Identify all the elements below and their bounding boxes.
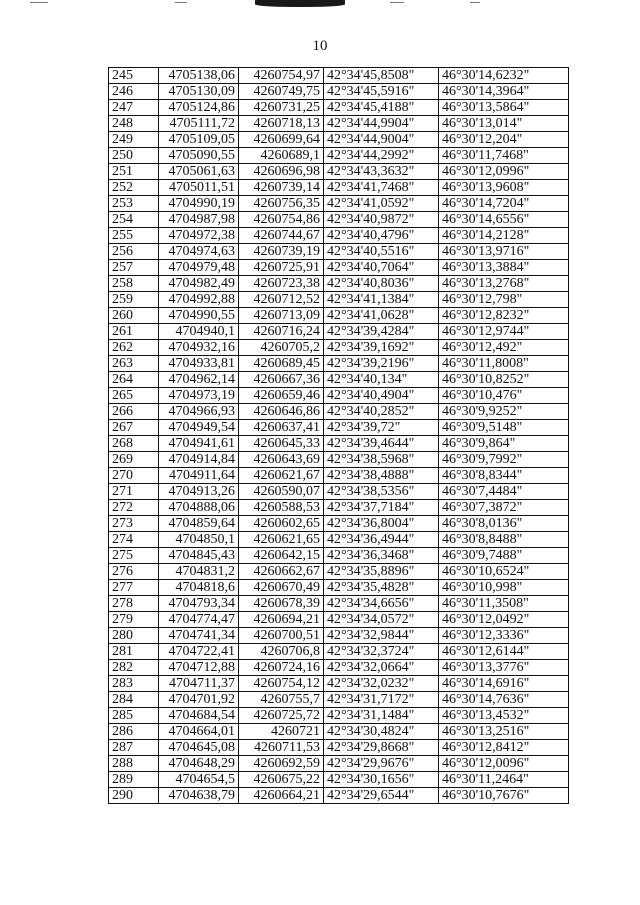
- x-coordinate-cell: 4705061,63: [159, 164, 239, 180]
- point-number-cell: 283: [109, 676, 159, 692]
- latitude-cell: 42°34'39,72": [324, 420, 439, 436]
- x-coordinate-cell: 4704962,14: [159, 372, 239, 388]
- coordinates-table-body: [109, 68, 569, 804]
- point-number-cell: 258: [109, 276, 159, 292]
- longitude-cell: 46°30'14,3964": [439, 84, 569, 100]
- latitude-cell: 42°34'41,7468": [324, 180, 439, 196]
- y-coordinate-cell: 4260721: [239, 724, 324, 740]
- latitude-cell: 42°34'41,0628": [324, 308, 439, 324]
- y-coordinate-cell: 4260590,07: [239, 484, 324, 500]
- point-number-cell: 262: [109, 340, 159, 356]
- y-coordinate-cell: 4260711,53: [239, 740, 324, 756]
- latitude-cell: 42°34'36,8004": [324, 516, 439, 532]
- table-row: [109, 612, 569, 628]
- y-coordinate-cell: 4260754,86: [239, 212, 324, 228]
- y-coordinate-cell: 4260659,46: [239, 388, 324, 404]
- latitude-cell: 42°34'30,4824": [324, 724, 439, 740]
- longitude-cell: 46°30'13,9608": [439, 180, 569, 196]
- x-coordinate-cell: 4704888,06: [159, 500, 239, 516]
- point-number-cell: 274: [109, 532, 159, 548]
- x-coordinate-cell: 4705111,72: [159, 116, 239, 132]
- y-coordinate-cell: 4260724,16: [239, 660, 324, 676]
- table-row: [109, 276, 569, 292]
- longitude-cell: 46°30'13,5864": [439, 100, 569, 116]
- table-row: [109, 452, 569, 468]
- point-number-cell: 277: [109, 580, 159, 596]
- table-row: [109, 436, 569, 452]
- latitude-cell: 42°34'37,7184": [324, 500, 439, 516]
- point-number-cell: 259: [109, 292, 159, 308]
- latitude-cell: 42°34'40,4904": [324, 388, 439, 404]
- x-coordinate-cell: 4704914,84: [159, 452, 239, 468]
- longitude-cell: 46°30'8,0136": [439, 516, 569, 532]
- table-row: [109, 228, 569, 244]
- point-number-cell: 266: [109, 404, 159, 420]
- longitude-cell: 46°30'13,9716": [439, 244, 569, 260]
- x-coordinate-cell: 4704712,88: [159, 660, 239, 676]
- table-row: [109, 148, 569, 164]
- page-number: 10: [312, 38, 328, 54]
- table-row: [109, 260, 569, 276]
- point-number-cell: 257: [109, 260, 159, 276]
- latitude-cell: 42°34'30,1656": [324, 772, 439, 788]
- table-row: [109, 356, 569, 372]
- point-number-cell: 290: [109, 788, 159, 804]
- x-coordinate-cell: 4704664,01: [159, 724, 239, 740]
- point-number-cell: 280: [109, 628, 159, 644]
- table-row: [109, 292, 569, 308]
- x-coordinate-cell: 4704974,63: [159, 244, 239, 260]
- longitude-cell: 46°30'14,6556": [439, 212, 569, 228]
- longitude-cell: 46°30'12,6144": [439, 644, 569, 660]
- y-coordinate-cell: 4260749,75: [239, 84, 324, 100]
- x-coordinate-cell: 4704793,34: [159, 596, 239, 612]
- scan-artifact-dash: [30, 2, 48, 3]
- longitude-cell: 46°30'12,798": [439, 292, 569, 308]
- longitude-cell: 46°30'12,0096": [439, 756, 569, 772]
- longitude-cell: 46°30'13,3884": [439, 260, 569, 276]
- longitude-cell: 46°30'9,864": [439, 436, 569, 452]
- x-coordinate-cell: 4704850,1: [159, 532, 239, 548]
- x-coordinate-cell: 4704949,54: [159, 420, 239, 436]
- y-coordinate-cell: 4260621,65: [239, 532, 324, 548]
- x-coordinate-cell: 4704979,48: [159, 260, 239, 276]
- table-row: [109, 596, 569, 612]
- longitude-cell: 46°30'11,2464": [439, 772, 569, 788]
- x-coordinate-cell: 4704741,34: [159, 628, 239, 644]
- y-coordinate-cell: 4260646,86: [239, 404, 324, 420]
- table-row: [109, 692, 569, 708]
- y-coordinate-cell: 4260678,39: [239, 596, 324, 612]
- latitude-cell: 42°34'45,8508": [324, 68, 439, 84]
- y-coordinate-cell: 4260642,15: [239, 548, 324, 564]
- point-number-cell: 247: [109, 100, 159, 116]
- longitude-cell: 46°30'11,7468": [439, 148, 569, 164]
- y-coordinate-cell: 4260670,49: [239, 580, 324, 596]
- y-coordinate-cell: 4260621,67: [239, 468, 324, 484]
- y-coordinate-cell: 4260645,33: [239, 436, 324, 452]
- x-coordinate-cell: 4704973,19: [159, 388, 239, 404]
- point-number-cell: 275: [109, 548, 159, 564]
- latitude-cell: 42°34'29,9676": [324, 756, 439, 772]
- latitude-cell: 42°34'40,7064": [324, 260, 439, 276]
- latitude-cell: 42°34'40,9872": [324, 212, 439, 228]
- x-coordinate-cell: 4705090,55: [159, 148, 239, 164]
- x-coordinate-cell: 4704774,47: [159, 612, 239, 628]
- y-coordinate-cell: 4260700,51: [239, 628, 324, 644]
- point-number-cell: 286: [109, 724, 159, 740]
- point-number-cell: 289: [109, 772, 159, 788]
- longitude-cell: 46°30'12,8232": [439, 308, 569, 324]
- table-row: [109, 516, 569, 532]
- table-row: [109, 772, 569, 788]
- y-coordinate-cell: 4260755,7: [239, 692, 324, 708]
- latitude-cell: 42°34'41,1384": [324, 292, 439, 308]
- latitude-cell: 42°34'40,8036": [324, 276, 439, 292]
- y-coordinate-cell: 4260667,36: [239, 372, 324, 388]
- point-number-cell: 285: [109, 708, 159, 724]
- table-row: [109, 532, 569, 548]
- x-coordinate-cell: 4704684,54: [159, 708, 239, 724]
- table-row: [109, 404, 569, 420]
- y-coordinate-cell: 4260699,64: [239, 132, 324, 148]
- point-number-cell: 255: [109, 228, 159, 244]
- latitude-cell: 42°34'36,4944": [324, 532, 439, 548]
- point-number-cell: 267: [109, 420, 159, 436]
- x-coordinate-cell: 4705011,51: [159, 180, 239, 196]
- latitude-cell: 42°34'32,3724": [324, 644, 439, 660]
- y-coordinate-cell: 4260739,19: [239, 244, 324, 260]
- latitude-cell: 42°34'39,2196": [324, 356, 439, 372]
- longitude-cell: 46°30'12,204": [439, 132, 569, 148]
- table-row: [109, 724, 569, 740]
- table-row: [109, 244, 569, 260]
- latitude-cell: 42°34'40,5516": [324, 244, 439, 260]
- table-row: [109, 340, 569, 356]
- y-coordinate-cell: 4260602,65: [239, 516, 324, 532]
- point-number-cell: 287: [109, 740, 159, 756]
- x-coordinate-cell: 4704987,98: [159, 212, 239, 228]
- latitude-cell: 42°34'41,0592": [324, 196, 439, 212]
- y-coordinate-cell: 4260705,2: [239, 340, 324, 356]
- scan-artifact-dash: [470, 2, 480, 3]
- x-coordinate-cell: 4704990,19: [159, 196, 239, 212]
- longitude-cell: 46°30'9,7992": [439, 452, 569, 468]
- table-row: [109, 84, 569, 100]
- latitude-cell: 42°34'29,8668": [324, 740, 439, 756]
- point-number-cell: 253: [109, 196, 159, 212]
- x-coordinate-cell: 4704859,64: [159, 516, 239, 532]
- longitude-cell: 46°30'8,8488": [439, 532, 569, 548]
- table-row: [109, 740, 569, 756]
- y-coordinate-cell: 4260739,14: [239, 180, 324, 196]
- table-row: [109, 548, 569, 564]
- x-coordinate-cell: 4704722,41: [159, 644, 239, 660]
- longitude-cell: 46°30'13,014": [439, 116, 569, 132]
- x-coordinate-cell: 4704831,2: [159, 564, 239, 580]
- table-row: [109, 116, 569, 132]
- y-coordinate-cell: 4260689,45: [239, 356, 324, 372]
- latitude-cell: 42°34'43,3632": [324, 164, 439, 180]
- longitude-cell: 46°30'13,2516": [439, 724, 569, 740]
- longitude-cell: 46°30'14,6232": [439, 68, 569, 84]
- table-row: [109, 564, 569, 580]
- x-coordinate-cell: 4704701,92: [159, 692, 239, 708]
- longitude-cell: 46°30'13,3776": [439, 660, 569, 676]
- x-coordinate-cell: 4704654,5: [159, 772, 239, 788]
- point-number-cell: 251: [109, 164, 159, 180]
- x-coordinate-cell: 4704845,43: [159, 548, 239, 564]
- point-number-cell: 265: [109, 388, 159, 404]
- y-coordinate-cell: 4260756,35: [239, 196, 324, 212]
- x-coordinate-cell: 4704932,16: [159, 340, 239, 356]
- x-coordinate-cell: 4704941,61: [159, 436, 239, 452]
- x-coordinate-cell: 4704711,37: [159, 676, 239, 692]
- table-row: [109, 212, 569, 228]
- y-coordinate-cell: 4260713,09: [239, 308, 324, 324]
- latitude-cell: 42°34'45,4188": [324, 100, 439, 116]
- longitude-cell: 46°30'10,6524": [439, 564, 569, 580]
- table-row: [109, 68, 569, 84]
- x-coordinate-cell: 4704638,79: [159, 788, 239, 804]
- latitude-cell: 42°34'29,6544": [324, 788, 439, 804]
- latitude-cell: 42°34'35,8896": [324, 564, 439, 580]
- x-coordinate-cell: 4704972,38: [159, 228, 239, 244]
- point-number-cell: 281: [109, 644, 159, 660]
- y-coordinate-cell: 4260689,1: [239, 148, 324, 164]
- point-number-cell: 284: [109, 692, 159, 708]
- table-row: [109, 388, 569, 404]
- longitude-cell: 46°30'7,3872": [439, 500, 569, 516]
- point-number-cell: 245: [109, 68, 159, 84]
- table-row: [109, 676, 569, 692]
- y-coordinate-cell: 4260588,53: [239, 500, 324, 516]
- y-coordinate-cell: 4260643,69: [239, 452, 324, 468]
- table-row: [109, 324, 569, 340]
- longitude-cell: 46°30'12,0996": [439, 164, 569, 180]
- table-row: [109, 468, 569, 484]
- longitude-cell: 46°30'12,8412": [439, 740, 569, 756]
- y-coordinate-cell: 4260754,12: [239, 676, 324, 692]
- table-row: [109, 132, 569, 148]
- y-coordinate-cell: 4260692,59: [239, 756, 324, 772]
- point-number-cell: 261: [109, 324, 159, 340]
- table-row: [109, 100, 569, 116]
- longitude-cell: 46°30'13,2768": [439, 276, 569, 292]
- latitude-cell: 42°34'32,9844": [324, 628, 439, 644]
- y-coordinate-cell: 4260723,38: [239, 276, 324, 292]
- point-number-cell: 254: [109, 212, 159, 228]
- table-row: [109, 164, 569, 180]
- y-coordinate-cell: 4260675,22: [239, 772, 324, 788]
- longitude-cell: 46°30'9,7488": [439, 548, 569, 564]
- latitude-cell: 42°34'40,4796": [324, 228, 439, 244]
- y-coordinate-cell: 4260754,97: [239, 68, 324, 84]
- table-row: [109, 788, 569, 804]
- y-coordinate-cell: 4260718,13: [239, 116, 324, 132]
- x-coordinate-cell: 4704913,26: [159, 484, 239, 500]
- latitude-cell: 42°34'38,4888": [324, 468, 439, 484]
- latitude-cell: 42°34'39,4644": [324, 436, 439, 452]
- longitude-cell: 46°30'9,9252": [439, 404, 569, 420]
- y-coordinate-cell: 4260712,52: [239, 292, 324, 308]
- point-number-cell: 276: [109, 564, 159, 580]
- longitude-cell: 46°30'13,4532": [439, 708, 569, 724]
- table-row: [109, 660, 569, 676]
- x-coordinate-cell: 4704818,6: [159, 580, 239, 596]
- latitude-cell: 42°34'40,2852": [324, 404, 439, 420]
- y-coordinate-cell: 4260637,41: [239, 420, 324, 436]
- longitude-cell: 46°30'14,2128": [439, 228, 569, 244]
- latitude-cell: 42°34'39,1692": [324, 340, 439, 356]
- longitude-cell: 46°30'8,8344": [439, 468, 569, 484]
- point-number-cell: 288: [109, 756, 159, 772]
- point-number-cell: 260: [109, 308, 159, 324]
- longitude-cell: 46°30'7,4484": [439, 484, 569, 500]
- point-number-cell: 248: [109, 116, 159, 132]
- latitude-cell: 42°34'32,0232": [324, 676, 439, 692]
- longitude-cell: 46°30'10,476": [439, 388, 569, 404]
- point-number-cell: 278: [109, 596, 159, 612]
- latitude-cell: 42°34'40,134": [324, 372, 439, 388]
- point-number-cell: 269: [109, 452, 159, 468]
- longitude-cell: 46°30'9,5148": [439, 420, 569, 436]
- point-number-cell: 252: [109, 180, 159, 196]
- point-number-cell: 263: [109, 356, 159, 372]
- point-number-cell: 279: [109, 612, 159, 628]
- point-number-cell: 256: [109, 244, 159, 260]
- point-number-cell: 273: [109, 516, 159, 532]
- y-coordinate-cell: 4260731,25: [239, 100, 324, 116]
- point-number-cell: 249: [109, 132, 159, 148]
- x-coordinate-cell: 4704940,1: [159, 324, 239, 340]
- table-row: [109, 196, 569, 212]
- scan-artifact-dash: [390, 2, 404, 3]
- table-row: [109, 180, 569, 196]
- point-number-cell: 268: [109, 436, 159, 452]
- y-coordinate-cell: 4260694,21: [239, 612, 324, 628]
- longitude-cell: 46°30'10,8252": [439, 372, 569, 388]
- longitude-cell: 46°30'14,6916": [439, 676, 569, 692]
- longitude-cell: 46°30'14,7204": [439, 196, 569, 212]
- latitude-cell: 42°34'31,7172": [324, 692, 439, 708]
- x-coordinate-cell: 4704966,93: [159, 404, 239, 420]
- x-coordinate-cell: 4704648,29: [159, 756, 239, 772]
- table-row: [109, 372, 569, 388]
- table-row: [109, 420, 569, 436]
- longitude-cell: 46°30'11,8008": [439, 356, 569, 372]
- longitude-cell: 46°30'12,3336": [439, 628, 569, 644]
- x-coordinate-cell: 4705124,86: [159, 100, 239, 116]
- longitude-cell: 46°30'10,998": [439, 580, 569, 596]
- latitude-cell: 42°34'38,5356": [324, 484, 439, 500]
- latitude-cell: 42°34'44,9904": [324, 116, 439, 132]
- point-number-cell: 264: [109, 372, 159, 388]
- table-row: [109, 484, 569, 500]
- latitude-cell: 42°34'34,6656": [324, 596, 439, 612]
- longitude-cell: 46°30'12,492": [439, 340, 569, 356]
- x-coordinate-cell: 4704992,88: [159, 292, 239, 308]
- y-coordinate-cell: 4260744,67: [239, 228, 324, 244]
- longitude-cell: 46°30'11,3508": [439, 596, 569, 612]
- latitude-cell: 42°34'35,4828": [324, 580, 439, 596]
- scan-artifact-mark: [255, 0, 345, 7]
- y-coordinate-cell: 4260725,72: [239, 708, 324, 724]
- table-row: [109, 708, 569, 724]
- y-coordinate-cell: 4260716,24: [239, 324, 324, 340]
- longitude-cell: 46°30'12,0492": [439, 612, 569, 628]
- y-coordinate-cell: 4260696,98: [239, 164, 324, 180]
- longitude-cell: 46°30'10,7676": [439, 788, 569, 804]
- table-row: [109, 756, 569, 772]
- point-number-cell: 272: [109, 500, 159, 516]
- x-coordinate-cell: 4704911,64: [159, 468, 239, 484]
- point-number-cell: 250: [109, 148, 159, 164]
- y-coordinate-cell: 4260664,21: [239, 788, 324, 804]
- latitude-cell: 42°34'44,9004": [324, 132, 439, 148]
- latitude-cell: 42°34'34,0572": [324, 612, 439, 628]
- x-coordinate-cell: 4704982,49: [159, 276, 239, 292]
- latitude-cell: 42°34'39,4284": [324, 324, 439, 340]
- point-number-cell: 246: [109, 84, 159, 100]
- table-row: [109, 628, 569, 644]
- table-row: [109, 644, 569, 660]
- latitude-cell: 42°34'38,5968": [324, 452, 439, 468]
- table-row: [109, 500, 569, 516]
- table-row: [109, 308, 569, 324]
- coordinates-table: [108, 67, 569, 804]
- longitude-cell: 46°30'12,9744": [439, 324, 569, 340]
- x-coordinate-cell: 4704990,55: [159, 308, 239, 324]
- latitude-cell: 42°34'32,0664": [324, 660, 439, 676]
- y-coordinate-cell: 4260725,91: [239, 260, 324, 276]
- latitude-cell: 42°34'44,2992": [324, 148, 439, 164]
- y-coordinate-cell: 4260706,8: [239, 644, 324, 660]
- longitude-cell: 46°30'14,7636": [439, 692, 569, 708]
- x-coordinate-cell: 4705109,05: [159, 132, 239, 148]
- point-number-cell: 270: [109, 468, 159, 484]
- point-number-cell: 271: [109, 484, 159, 500]
- latitude-cell: 42°34'36,3468": [324, 548, 439, 564]
- x-coordinate-cell: 4704933,81: [159, 356, 239, 372]
- scan-artifact-dash: [175, 2, 187, 3]
- x-coordinate-cell: 4705130,09: [159, 84, 239, 100]
- x-coordinate-cell: 4705138,06: [159, 68, 239, 84]
- y-coordinate-cell: 4260662,67: [239, 564, 324, 580]
- table-row: [109, 580, 569, 596]
- x-coordinate-cell: 4704645,08: [159, 740, 239, 756]
- point-number-cell: 282: [109, 660, 159, 676]
- latitude-cell: 42°34'45,5916": [324, 84, 439, 100]
- latitude-cell: 42°34'31,1484": [324, 708, 439, 724]
